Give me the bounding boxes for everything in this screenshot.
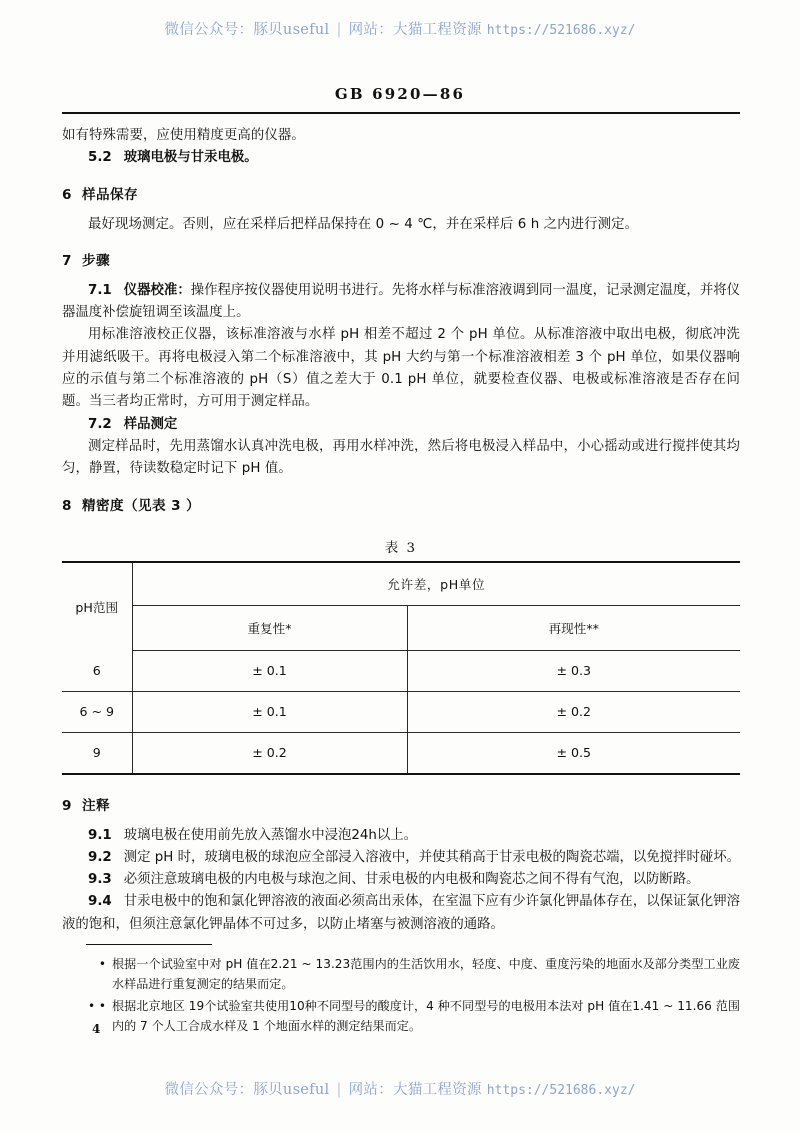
clause-9-2-label: 9.2 bbox=[88, 849, 112, 865]
footnote-text: 根据一个试验室中对 pH 值在2.21 ~ 13.23范围内的生活饮用水，轻度、中度、重度污染的地面水及部分类型工业废水样品进行重复测定的结果而定。 bbox=[112, 957, 740, 992]
clause-7-2-paragraph: 测定样品时，先用蒸馏水认真冲洗电极，再用水样冲洗，然后将电极浸入样品中，小心摇动或进行搅拌使其均匀，静置，待读数稳定时记下 pH 值。 bbox=[62, 438, 740, 477]
section-9-number: 9 bbox=[62, 797, 72, 814]
spacer bbox=[62, 775, 740, 795]
document-body bbox=[62, 125, 740, 1038]
footnote-list bbox=[62, 954, 740, 1036]
spacer bbox=[62, 936, 740, 944]
table-cell-reproducibility: ± 0.2 bbox=[407, 691, 740, 732]
section-7-title: 步骤 bbox=[82, 252, 110, 269]
clause-9-3 bbox=[62, 869, 740, 891]
table-cell-repeatability: ± 0.1 bbox=[132, 650, 407, 691]
table-cell-repeatability: ± 0.2 bbox=[132, 732, 407, 774]
spacer bbox=[62, 272, 740, 280]
section-6-number: 6 bbox=[62, 186, 72, 203]
table-caption: 表 3 bbox=[384, 540, 418, 556]
clause-7-1-heading: 仪器校准： bbox=[123, 282, 191, 298]
section-7-heading bbox=[62, 250, 740, 272]
footnote-item bbox=[62, 954, 740, 994]
table-header-row-group bbox=[62, 562, 740, 606]
watermark-url: https://521686.xyz/ bbox=[486, 1083, 636, 1098]
clause-9-3-text: 必须注意玻璃电极的内电极与球泡之间、甘汞电极的内电极和陶瓷芯之间不得有气泡，以防断路。 bbox=[123, 872, 700, 888]
footnote-text: 根据北京地区 19个试验室共使用10种不同型号的酸度计，4 种不同型号的电极用本法对 pH 值在1.41 ~ 11.66 范围内的 7 个人工合成水样及 1 个地面水样的测定结果而定。 bbox=[112, 999, 740, 1034]
watermark-separator: | bbox=[336, 1082, 342, 1098]
section-7-number: 7 bbox=[62, 252, 72, 269]
clause-7-1-para1: 操作程序按仪器使用说明书进行。先将水样与标准溶液调到同一温度，记录测定温度，并将仪器温度补偿旋钮调至该温度上。 bbox=[62, 282, 741, 321]
clause-7-1-label: 7.1 bbox=[88, 282, 112, 298]
watermark-account: 豚贝useful bbox=[253, 1082, 330, 1098]
clause-9-2 bbox=[62, 847, 740, 869]
table-header-ph-range: pH范围 bbox=[62, 562, 132, 651]
standard-number: GB 6920—86 bbox=[334, 85, 466, 103]
section-8-number: 8 bbox=[62, 497, 72, 514]
section-6-title: 样品保存 bbox=[82, 186, 138, 203]
spacer bbox=[62, 206, 740, 214]
section-8-heading bbox=[62, 495, 740, 517]
page-number: 4 bbox=[92, 1022, 101, 1036]
clause-9-1-label: 9.1 bbox=[88, 827, 112, 843]
spacer bbox=[62, 170, 740, 184]
watermark-prefix: 微信公众号： bbox=[164, 22, 254, 38]
section-6-heading bbox=[62, 184, 740, 206]
spacer bbox=[62, 481, 740, 495]
watermark-separator: | bbox=[336, 22, 342, 38]
watermark-site-label: 网站： bbox=[348, 22, 394, 38]
clause-9-4-label: 9.4 bbox=[88, 894, 112, 910]
table-header-tolerance: 允许差，pH单位 bbox=[132, 562, 740, 606]
clause-9-1-text: 玻璃电极在使用前先放入蒸馏水中浸泡24h以上。 bbox=[123, 827, 418, 843]
spacer bbox=[62, 517, 740, 537]
table-cell-ph-range: 6 ~ 9 bbox=[62, 691, 132, 732]
table-cell-ph-range: 6 bbox=[62, 650, 132, 691]
table-header-repeatability: 重复性* bbox=[132, 605, 407, 650]
footnote-marker: • bbox=[98, 957, 106, 972]
table-row bbox=[62, 691, 740, 732]
watermark-bottom bbox=[0, 1078, 800, 1099]
watermark-site-label: 网站： bbox=[348, 1082, 394, 1098]
section-9-title: 注释 bbox=[82, 797, 110, 814]
clause-5-2-label: 5.2 bbox=[88, 150, 112, 166]
watermark-prefix: 微信公众号： bbox=[164, 1082, 254, 1098]
watermark-site-name: 大猫工程资源 bbox=[393, 1082, 482, 1098]
clause-5-2 bbox=[62, 147, 740, 169]
clause-9-3-label: 9.3 bbox=[88, 872, 112, 888]
clause-5-2-text: 玻璃电极与甘汞电极。 bbox=[123, 150, 258, 166]
header-divider bbox=[62, 112, 740, 114]
clause-7-1 bbox=[62, 280, 740, 325]
clause-7-2-title: 样品测定 bbox=[123, 416, 178, 432]
watermark-top bbox=[0, 18, 800, 39]
clause-9-2-text: 测定 pH 时，玻璃电极的球泡应全部浸入溶液中，并使其稍高于甘汞电极的陶瓷芯端，以免搅拌时碰坏。 bbox=[123, 849, 741, 865]
clause-7-2-label: 7.2 bbox=[88, 416, 112, 432]
clause-7-1-para2: 用标准溶液校正仪器，该标准溶液与水样 pH 相差不超过 2 个 pH 单位。从标准溶液中取出电极，彻底冲洗并用滤纸吸干。再将电极浸入第二个标准溶液中，其 pH 大约与第一个标准溶液相差 3 个 pH 单位，如果仪器响应的示值与第二个标准溶液的 pH（S）值之差大于 0.1 pH 单位，就要检查仪器、电极或标准溶液是否存在问题。当三者均正常时，方可用于测定样品。 bbox=[62, 327, 740, 410]
watermark-site-name: 大猫工程资源 bbox=[393, 22, 482, 38]
footnote-divider bbox=[86, 944, 212, 945]
precision-table bbox=[62, 561, 740, 775]
section-8-title: 精密度（见表 3 ） bbox=[82, 497, 201, 514]
spacer bbox=[62, 817, 740, 825]
section-6-paragraph: 最好现场测定。否则，应在采样后把样品保持在 0 ~ 4 ℃，并在采样后 6 h 之内进行测定。 bbox=[88, 216, 639, 232]
watermark-url: https://521686.xyz/ bbox=[486, 23, 636, 38]
watermark-account: 豚贝useful bbox=[253, 22, 330, 38]
table-cell-repeatability: ± 0.1 bbox=[132, 691, 407, 732]
spacer bbox=[62, 236, 740, 250]
section-9-heading bbox=[62, 795, 740, 817]
clause-9-4-text: 甘汞电极中的饱和氯化钾溶液的液面必须高出汞体，在室温下应有少许氯化钾晶体存在，以保证氯化钾溶液的饱和，但须注意氯化钾晶体不可过多，以防止堵塞与被测溶液的通路。 bbox=[62, 894, 740, 932]
footnote-marker: • • bbox=[88, 999, 106, 1014]
clause-9-4 bbox=[62, 891, 740, 936]
clause-7-2-heading bbox=[62, 414, 740, 436]
intro-line: 如有特殊需要，应使用精度更高的仪器。 bbox=[62, 128, 305, 143]
table-header-reproducibility: 再现性** bbox=[407, 605, 740, 650]
table-cell-reproducibility: ± 0.3 bbox=[407, 650, 740, 691]
table-row bbox=[62, 650, 740, 691]
table-row bbox=[62, 732, 740, 774]
table-cell-ph-range: 9 bbox=[62, 732, 132, 774]
clause-9-1 bbox=[62, 825, 740, 847]
table-cell-reproducibility: ± 0.5 bbox=[407, 732, 740, 774]
table-header-row-sub bbox=[62, 605, 740, 650]
footnote-item bbox=[62, 996, 740, 1036]
